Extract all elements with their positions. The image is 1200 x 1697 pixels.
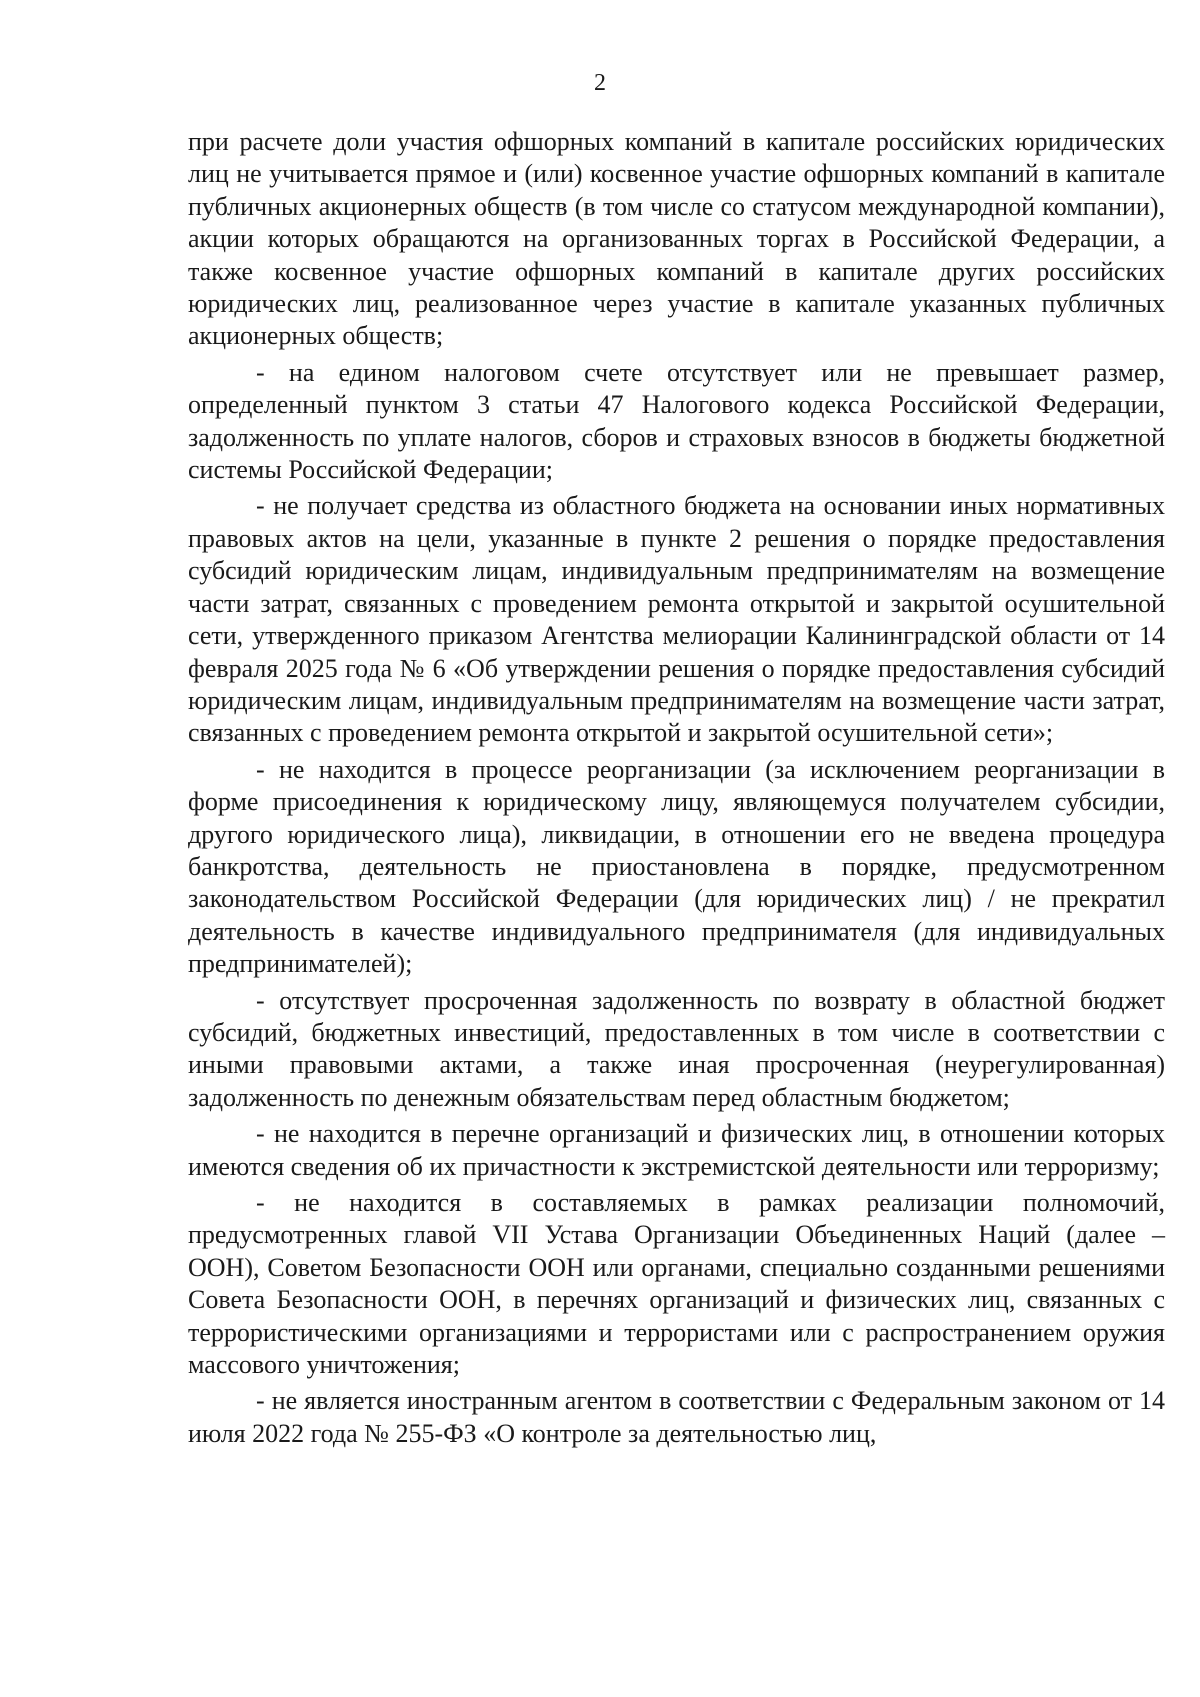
paragraph-reorganization: - не находится в процессе реорганизации (за исключением реорганизации в форме присоединения к юридическому лицу, являющемуся получателем субсидии, другого юридического лица), ликвидации, в отношении его не введена процедура банкротства, деятельность не приостановлена в порядке, предусмотренном законодательством Российской Федерации (для юридических лиц) / не прекратил деятельность в качестве индивидуального предпринимателя (для индивидуальных предпринимателей); — [188, 754, 1165, 979]
document-body — [188, 126, 1165, 1450]
paragraph-overdue-debt: - отсутствует просроченная задолженность по возврату в областной бюджет субсидий, бюджетных инвестиций, предоставленных в том числе в соответствии с иными правовыми актами, а также иная просроченная (неурегулированная) задолженность по денежным обязательствам перед областным бюджетом; — [188, 985, 1165, 1112]
paragraph-un-sanctions: - не находится в составляемых в рамках реализации полномочий, предусмотренных главой VII Устава Организации Объединенных Наций (далее – ООН), Советом Безопасности ООН или органами, специально созданными решениями Совета Безопасности ООН, в перечнях организаций и физических лиц, связанных с террористическими организациями и террористами или с распространением оружия массового уничтожения; — [188, 1188, 1165, 1380]
paragraph-no-other-funds: - не получает средства из областного бюджета на основании иных нормативных правовых актов на цели, указанные в пункте 2 решения о порядке предоставления субсидий юридическим лицам, индивидуальным предпринимателям на возмещение части затрат, связанных с проведением ремонта открытой и закрытой осушительной сети, утвержденного приказом Агентства мелиорации Калининградской области от 14 февраля 2025 года № 6 «Об утверждении решения о порядке предоставления субсидий юридическим лицам, индивидуальным предпринимателям на возмещение части затрат, связанных с проведением ремонта открытой и закрытой осушительной сети»; — [188, 491, 1165, 748]
paragraph-extremism-list: - не находится в перечне организаций и физических лиц, в отношении которых имеются сведения об их причастности к экстремистской деятельности или терроризму; — [188, 1119, 1165, 1181]
paragraph-offshore-participation: при расчете доли участия офшорных компаний в капитале российских юридических лиц не учитывается прямое и (или) косвенное участие офшорных компаний в капитале публичных акционерных обществ (в том числе со статусом международной компании), акции которых обращаются на организованных торгах в Российской Федерации, а также косвенное участие офшорных компаний в капитале других российских юридических лиц, реализованное через участие в капитале указанных публичных акционерных обществ; — [188, 127, 1165, 351]
paragraph-tax-debt: - на едином налоговом счете отсутствует или не превышает размер, определенный пунктом 3 статьи 47 Налогового кодекса Российской Федерации, задолженность по уплате налогов, сборов и страховых взносов в бюджеты бюджетной системы Российской Федерации; — [188, 357, 1165, 485]
paragraph-foreign-agent: - не является иностранным агентом в соответствии с Федеральным законом от 14 июля 2022 года № 255-ФЗ «О контроле за деятельностью лиц, — [188, 1386, 1165, 1448]
page-number: 2 — [594, 70, 606, 96]
